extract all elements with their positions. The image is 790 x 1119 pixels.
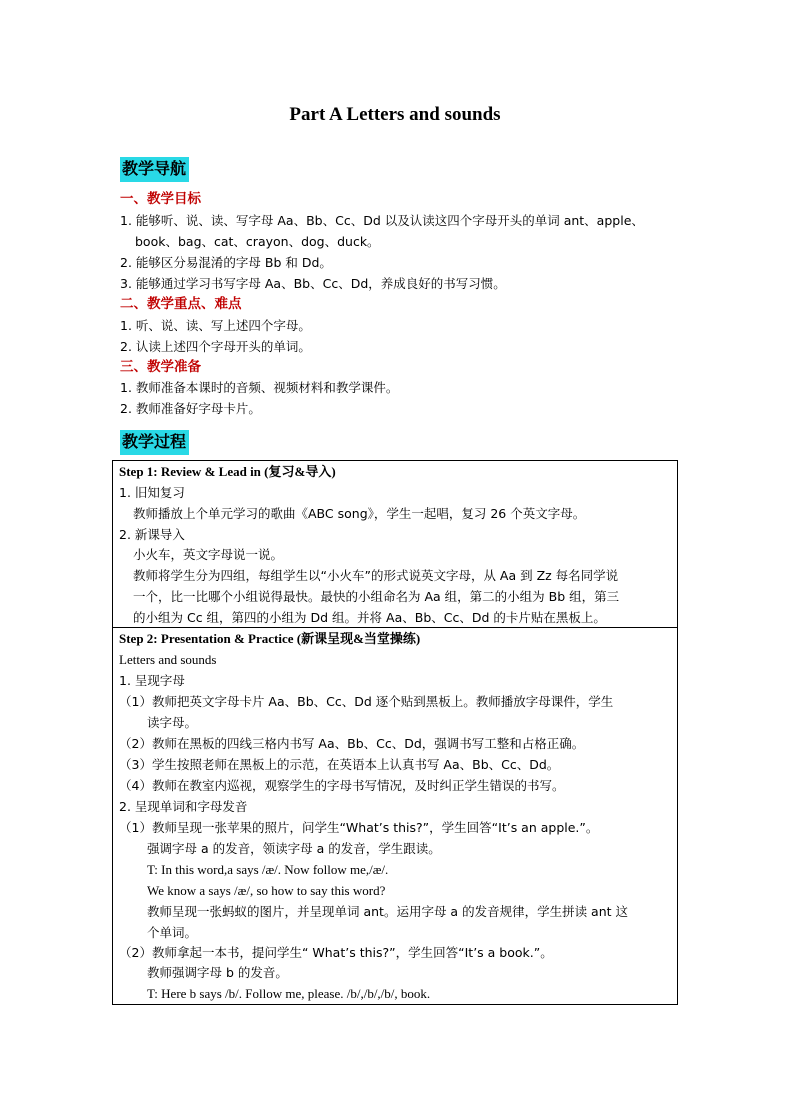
step2-line: 教师呈现一张蚂蚁的图片，并呈现单词 ant。运用字母 a 的发音规律，学生拼读 ant 这	[147, 904, 628, 919]
objective-line: 2. 能够区分易混淆的字母 Bb 和 Dd。	[120, 255, 332, 270]
step2-line: We know a says /æ/, so how to say this word?	[147, 883, 386, 898]
key-point-line: 1. 听、说、读、写上述四个字母。	[120, 318, 311, 333]
preparation-line: 1. 教师准备本课时的音频、视频材料和教学课件。	[120, 380, 399, 395]
step2-line: （4）教师在教室内巡视，观察学生的字母书写情况，及时纠正学生错误的书写。	[119, 778, 565, 793]
step2-line: （2）教师拿起一本书，提问学生“ What’s this?”，学生回答“It’s a book.”。	[119, 945, 553, 960]
step2-heading: Step 2: Presentation & Practice (新课呈现&当堂操练)	[119, 631, 421, 646]
step2-line: T: Here b says /b/. Follow me, please. /b/,/b/,/b/, book.	[147, 986, 431, 1001]
step1-line: 1. 旧知复习	[119, 485, 185, 500]
step2-line: 教师强调字母 b 的发音。	[147, 965, 288, 980]
step2-line: （1）教师呈现一张苹果的照片，问学生“What’s this?”，学生回答“It’s an apple.”。	[119, 820, 599, 835]
step2-line: （3）学生按照老师在黑板上的示范，在英语本上认真书写 Aa、Bb、Cc、Dd。	[119, 757, 560, 772]
key-points-heading: 二、教学重点、难点	[120, 296, 242, 312]
step1-line: 教师播放上个单元学习的歌曲《ABC song》，学生一起唱，复习 26 个英文字母。	[133, 506, 586, 521]
step2-line: 个单词。	[147, 925, 198, 940]
step1-line: 一个，比一比哪个小组说得最快。最快的小组命名为 Aa 组，第二的小组为 Bb 组，第三	[133, 589, 620, 604]
step2-line: 2. 呈现单词和字母发音	[119, 799, 248, 814]
step1-line: 的小组为 Cc 组，第四的小组为 Dd 组。并将 Aa、Bb、Cc、Dd 的卡片贴在黑板上。	[133, 610, 606, 625]
objective-line: 3. 能够通过学习书写字母 Aa、Bb、Cc、Dd，养成良好的书写习惯。	[120, 276, 506, 291]
step1-line: 小火车，英文字母说一说。	[133, 547, 284, 562]
step2-line: T: In this word,a says /æ/. Now follow me,/æ/.	[147, 862, 389, 877]
step2-line: （2）教师在黑板的四线三格内书写 Aa、Bb、Cc、Dd，强调书写工整和占格正确。	[119, 736, 585, 751]
step2-line: （1）教师把英文字母卡片 Aa、Bb、Cc、Dd 逐个贴到黑板上。教师播放字母课件，学生	[119, 694, 614, 709]
objectives-heading: 一、教学目标	[120, 191, 201, 207]
step1-line: 教师将学生分为四组，每组学生以“小火车”的形式说英文字母，从 Aa 到 Zz 每名同学说	[133, 568, 619, 583]
preparation-heading: 三、教学准备	[120, 359, 201, 375]
preparation-line: 2. 教师准备好字母卡片。	[120, 401, 261, 416]
teaching-navigation-tag: 教学导航	[120, 157, 189, 182]
step2-line: 强调字母 a 的发音，领读字母 a 的发音，学生跟读。	[147, 841, 441, 856]
step2-line: Letters and sounds	[119, 652, 217, 667]
key-point-line: 2. 认读上述四个字母开头的单词。	[120, 339, 311, 354]
step2-line: 1. 呈现字母	[119, 673, 185, 688]
step1-line: 2. 新课导入	[119, 527, 185, 542]
page-title: Part A Letters and sounds	[289, 104, 501, 125]
step1-heading: Step 1: Review & Lead in (复习&导入)	[119, 464, 336, 479]
objective-line: book、bag、cat、crayon、dog、duck。	[135, 234, 380, 249]
teaching-process-tag: 教学过程	[120, 430, 189, 455]
objective-line: 1. 能够听、说、读、写字母 Aa、Bb、Cc、Dd 以及认读这四个字母开头的单词 ant、apple、	[120, 213, 644, 228]
step2-line: 读字母。	[147, 715, 198, 730]
